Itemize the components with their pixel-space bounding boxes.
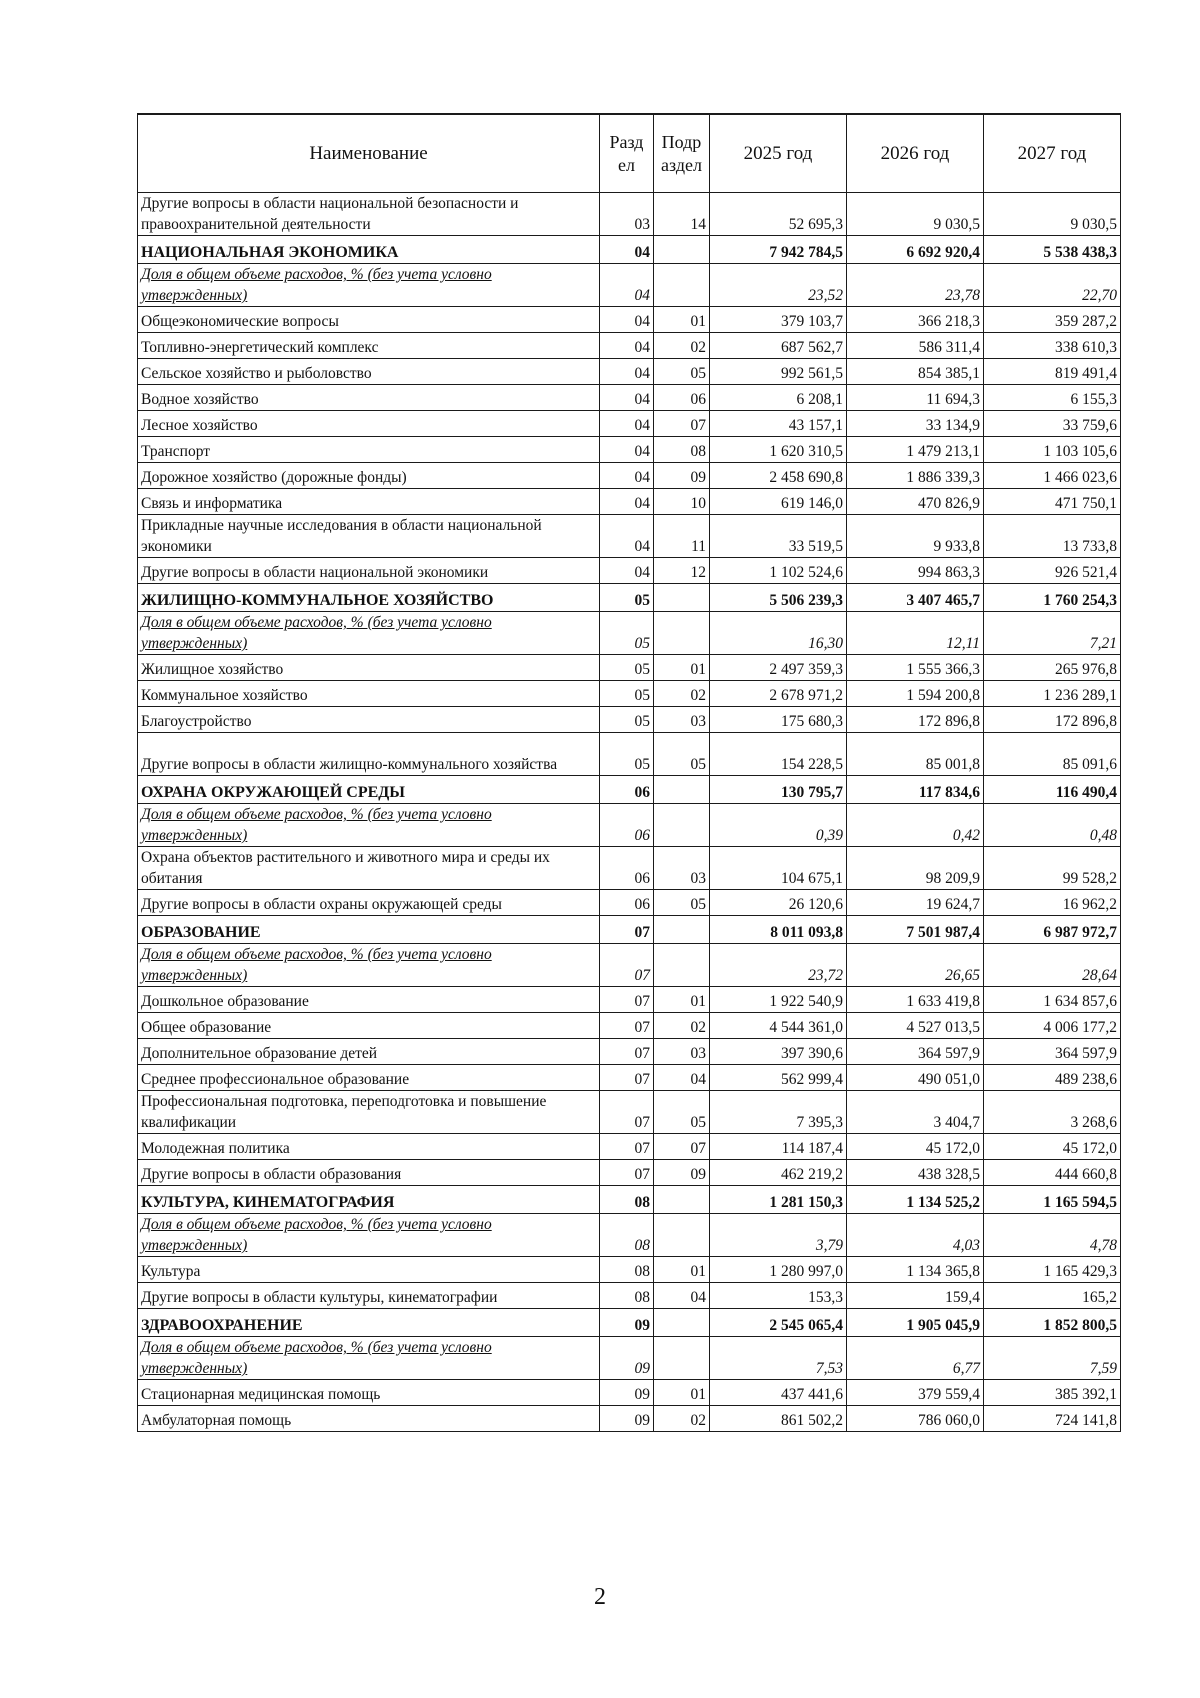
row-value-2025: 1 102 524,6 [710, 558, 847, 584]
row-value-2025: 687 562,7 [710, 333, 847, 359]
row-value-2025: 175 680,3 [710, 707, 847, 733]
row-value-2026: 1 134 525,2 [847, 1186, 984, 1214]
table-row [138, 1013, 1121, 1039]
row-value-2026: 4,03 [847, 1214, 984, 1257]
row-razdel: 07 [600, 1013, 654, 1039]
table-row [138, 333, 1121, 359]
table-row [138, 847, 1121, 890]
row-value-2025: 861 502,2 [710, 1406, 847, 1432]
row-value-2027: 0,48 [984, 804, 1121, 847]
row-value-2026: 1 905 045,9 [847, 1309, 984, 1337]
row-razdel: 07 [600, 1039, 654, 1065]
row-podrazdel: 08 [654, 437, 710, 463]
row-value-2027: 33 759,6 [984, 411, 1121, 437]
share-row [138, 264, 1121, 307]
row-value-2026: 1 633 419,8 [847, 987, 984, 1013]
row-value-2026: 1 594 200,8 [847, 681, 984, 707]
row-razdel: 06 [600, 776, 654, 804]
row-razdel: 04 [600, 437, 654, 463]
table-row [138, 987, 1121, 1013]
row-value-2027: 1 852 800,5 [984, 1309, 1121, 1337]
row-razdel: 08 [600, 1257, 654, 1283]
row-value-2027: 9 030,5 [984, 193, 1121, 236]
row-name: Общее образование [138, 1013, 600, 1039]
row-razdel: 07 [600, 1160, 654, 1186]
row-value-2027: 1 466 023,6 [984, 463, 1121, 489]
section-row [138, 916, 1121, 944]
row-value-2026: 9 933,8 [847, 515, 984, 558]
row-podrazdel: 09 [654, 463, 710, 489]
row-value-2025: 437 441,6 [710, 1380, 847, 1406]
row-value-2026: 11 694,3 [847, 385, 984, 411]
row-name: Доля в общем объеме расходов, % (без учета условно утвержденных) [138, 1337, 600, 1380]
row-value-2025: 26 120,6 [710, 890, 847, 916]
row-value-2026: 586 311,4 [847, 333, 984, 359]
row-value-2027: 489 238,6 [984, 1065, 1121, 1091]
row-podrazdel: 03 [654, 707, 710, 733]
row-razdel: 07 [600, 1065, 654, 1091]
row-value-2025: 114 187,4 [710, 1134, 847, 1160]
table-row [138, 707, 1121, 733]
row-name: Лесное хозяйство [138, 411, 600, 437]
row-value-2027: 85 091,6 [984, 733, 1121, 776]
row-razdel: 04 [600, 558, 654, 584]
row-value-2025: 619 146,0 [710, 489, 847, 515]
row-value-2026: 854 385,1 [847, 359, 984, 385]
row-value-2026: 45 172,0 [847, 1134, 984, 1160]
row-value-2025: 2 545 065,4 [710, 1309, 847, 1337]
row-value-2026: 19 624,7 [847, 890, 984, 916]
table-row [138, 1283, 1121, 1309]
table-row [138, 1257, 1121, 1283]
row-value-2027: 7,21 [984, 612, 1121, 655]
row-value-2025: 992 561,5 [710, 359, 847, 385]
row-value-2025: 0,39 [710, 804, 847, 847]
row-name: Стационарная медицинская помощь [138, 1380, 600, 1406]
row-name: Другие вопросы в области охраны окружающей среды [138, 890, 600, 916]
row-value-2025: 23,52 [710, 264, 847, 307]
row-value-2027: 3 268,6 [984, 1091, 1121, 1134]
row-value-2025: 397 390,6 [710, 1039, 847, 1065]
header-2027: 2027 год [984, 114, 1121, 193]
row-value-2025: 1 922 540,9 [710, 987, 847, 1013]
table-row [138, 385, 1121, 411]
row-razdel: 09 [600, 1337, 654, 1380]
table-row [138, 307, 1121, 333]
row-name: Водное хозяйство [138, 385, 600, 411]
row-value-2026: 172 896,8 [847, 707, 984, 733]
row-value-2027: 819 491,4 [984, 359, 1121, 385]
row-podrazdel: 11 [654, 515, 710, 558]
row-value-2026: 7 501 987,4 [847, 916, 984, 944]
header-2025: 2025 год [710, 114, 847, 193]
row-value-2027: 45 172,0 [984, 1134, 1121, 1160]
row-podrazdel: 02 [654, 333, 710, 359]
row-razdel: 08 [600, 1214, 654, 1257]
row-value-2026: 117 834,6 [847, 776, 984, 804]
row-razdel: 08 [600, 1186, 654, 1214]
table-row [138, 463, 1121, 489]
section-row [138, 584, 1121, 612]
row-value-2026: 1 886 339,3 [847, 463, 984, 489]
section-row [138, 236, 1121, 264]
row-name: ОХРАНА ОКРУЖАЮЩЕЙ СРЕДЫ [138, 776, 600, 804]
row-podrazdel: 05 [654, 359, 710, 385]
row-podrazdel: 05 [654, 733, 710, 776]
row-name: Доля в общем объеме расходов, % (без учета условно утвержденных) [138, 612, 600, 655]
budget-table [137, 113, 1121, 1432]
row-value-2025: 52 695,3 [710, 193, 847, 236]
table-row [138, 437, 1121, 463]
row-razdel: 07 [600, 1091, 654, 1134]
row-value-2025: 5 506 239,3 [710, 584, 847, 612]
row-razdel: 05 [600, 681, 654, 707]
section-row [138, 1309, 1121, 1337]
row-razdel: 07 [600, 916, 654, 944]
row-podrazdel [654, 776, 710, 804]
row-value-2025: 4 544 361,0 [710, 1013, 847, 1039]
section-row [138, 1186, 1121, 1214]
row-razdel: 05 [600, 733, 654, 776]
row-podrazdel [654, 612, 710, 655]
table-row [138, 655, 1121, 681]
row-value-2026: 33 134,9 [847, 411, 984, 437]
row-razdel: 06 [600, 804, 654, 847]
table-header-row [138, 114, 1121, 193]
row-value-2027: 4,78 [984, 1214, 1121, 1257]
row-name: Молодежная политика [138, 1134, 600, 1160]
row-razdel: 06 [600, 890, 654, 916]
row-podrazdel: 05 [654, 1091, 710, 1134]
row-value-2027: 724 141,8 [984, 1406, 1121, 1432]
row-value-2026: 470 826,9 [847, 489, 984, 515]
row-value-2027: 1 103 105,6 [984, 437, 1121, 463]
row-name: Амбулаторная помощь [138, 1406, 600, 1432]
row-razdel: 05 [600, 584, 654, 612]
row-podrazdel: 10 [654, 489, 710, 515]
row-value-2025: 104 675,1 [710, 847, 847, 890]
row-value-2026: 1 134 365,8 [847, 1257, 984, 1283]
row-value-2025: 7 942 784,5 [710, 236, 847, 264]
row-name: Другие вопросы в области культуры, кинематографии [138, 1283, 600, 1309]
share-row [138, 944, 1121, 987]
table-row [138, 681, 1121, 707]
row-name: Прикладные научные исследования в области национальной экономики [138, 515, 600, 558]
row-value-2025: 3,79 [710, 1214, 847, 1257]
row-podrazdel: 12 [654, 558, 710, 584]
row-razdel: 04 [600, 307, 654, 333]
row-podrazdel: 01 [654, 307, 710, 333]
row-value-2025: 2 458 690,8 [710, 463, 847, 489]
row-podrazdel [654, 1186, 710, 1214]
row-razdel: 04 [600, 489, 654, 515]
row-name: ЗДРАВООХРАНЕНИЕ [138, 1309, 600, 1337]
row-value-2027: 13 733,8 [984, 515, 1121, 558]
row-podrazdel: 01 [654, 655, 710, 681]
row-podrazdel [654, 944, 710, 987]
row-podrazdel: 01 [654, 1257, 710, 1283]
row-value-2027: 926 521,4 [984, 558, 1121, 584]
row-value-2026: 23,78 [847, 264, 984, 307]
row-name: Доля в общем объеме расходов, % (без учета условно утвержденных) [138, 264, 600, 307]
row-value-2027: 16 962,2 [984, 890, 1121, 916]
row-value-2027: 4 006 177,2 [984, 1013, 1121, 1039]
row-value-2025: 2 678 971,2 [710, 681, 847, 707]
row-value-2026: 438 328,5 [847, 1160, 984, 1186]
row-value-2027: 265 976,8 [984, 655, 1121, 681]
row-value-2027: 172 896,8 [984, 707, 1121, 733]
row-podrazdel: 04 [654, 1065, 710, 1091]
row-razdel: 04 [600, 359, 654, 385]
row-value-2026: 379 559,4 [847, 1380, 984, 1406]
row-name: Сельское хозяйство и рыболовство [138, 359, 600, 385]
row-razdel: 07 [600, 987, 654, 1013]
table-row [138, 1091, 1121, 1134]
row-value-2026: 6,77 [847, 1337, 984, 1380]
table-row [138, 411, 1121, 437]
row-value-2027: 1 760 254,3 [984, 584, 1121, 612]
table-row [138, 1380, 1121, 1406]
row-value-2026: 490 051,0 [847, 1065, 984, 1091]
row-name: Дополнительное образование детей [138, 1039, 600, 1065]
share-row [138, 612, 1121, 655]
header-podrazdel: Подр аздел [654, 114, 710, 193]
row-name: Транспорт [138, 437, 600, 463]
row-razdel: 07 [600, 1134, 654, 1160]
header-2026: 2026 год [847, 114, 984, 193]
row-podrazdel [654, 804, 710, 847]
row-value-2026: 6 692 920,4 [847, 236, 984, 264]
row-razdel: 04 [600, 385, 654, 411]
table-row [138, 1065, 1121, 1091]
row-value-2027: 99 528,2 [984, 847, 1121, 890]
row-razdel: 05 [600, 612, 654, 655]
row-name: Топливно-энергетический комплекс [138, 333, 600, 359]
share-row [138, 804, 1121, 847]
row-name: ЖИЛИЩНО-КОММУНАЛЬНОЕ ХОЗЯЙСТВО [138, 584, 600, 612]
row-name: Другие вопросы в области национальной экономики [138, 558, 600, 584]
row-value-2026: 1 479 213,1 [847, 437, 984, 463]
row-name: Доля в общем объеме расходов, % (без учета условно утвержденных) [138, 804, 600, 847]
row-podrazdel: 07 [654, 1134, 710, 1160]
row-value-2026: 4 527 013,5 [847, 1013, 984, 1039]
row-podrazdel: 09 [654, 1160, 710, 1186]
row-value-2026: 786 060,0 [847, 1406, 984, 1432]
row-value-2025: 154 228,5 [710, 733, 847, 776]
row-value-2026: 9 030,5 [847, 193, 984, 236]
row-value-2027: 364 597,9 [984, 1039, 1121, 1065]
row-value-2025: 23,72 [710, 944, 847, 987]
header-name: Наименование [138, 114, 600, 193]
row-razdel: 09 [600, 1406, 654, 1432]
row-value-2026: 0,42 [847, 804, 984, 847]
row-podrazdel: 02 [654, 1406, 710, 1432]
row-podrazdel: 03 [654, 1039, 710, 1065]
row-value-2025: 379 103,7 [710, 307, 847, 333]
row-value-2027: 7,59 [984, 1337, 1121, 1380]
row-razdel: 09 [600, 1380, 654, 1406]
row-name: Коммунальное хозяйство [138, 681, 600, 707]
row-razdel: 04 [600, 515, 654, 558]
table-row [138, 558, 1121, 584]
table-row [138, 359, 1121, 385]
row-value-2027: 1 165 594,5 [984, 1186, 1121, 1214]
row-podrazdel: 14 [654, 193, 710, 236]
row-razdel: 08 [600, 1283, 654, 1309]
row-name: ОБРАЗОВАНИЕ [138, 916, 600, 944]
row-razdel: 03 [600, 193, 654, 236]
table-row [138, 1039, 1121, 1065]
row-value-2025: 1 620 310,5 [710, 437, 847, 463]
row-podrazdel: 02 [654, 681, 710, 707]
row-razdel: 06 [600, 847, 654, 890]
section-row [138, 776, 1121, 804]
row-podrazdel: 06 [654, 385, 710, 411]
table-row [138, 1134, 1121, 1160]
row-name: Другие вопросы в области национальной безопасности и правоохранительной деятельности [138, 193, 600, 236]
row-value-2027: 6 987 972,7 [984, 916, 1121, 944]
row-value-2027: 116 490,4 [984, 776, 1121, 804]
row-name: Доля в общем объеме расходов, % (без учета условно утвержденных) [138, 944, 600, 987]
row-value-2025: 7 395,3 [710, 1091, 847, 1134]
row-value-2026: 159,4 [847, 1283, 984, 1309]
row-razdel: 07 [600, 944, 654, 987]
row-podrazdel: 04 [654, 1283, 710, 1309]
table-row [138, 1160, 1121, 1186]
row-value-2025: 16,30 [710, 612, 847, 655]
row-podrazdel [654, 916, 710, 944]
row-value-2027: 385 392,1 [984, 1380, 1121, 1406]
row-value-2027: 165,2 [984, 1283, 1121, 1309]
row-value-2025: 153,3 [710, 1283, 847, 1309]
row-value-2027: 1 236 289,1 [984, 681, 1121, 707]
row-podrazdel [654, 1214, 710, 1257]
row-podrazdel: 01 [654, 987, 710, 1013]
table-row [138, 193, 1121, 236]
row-razdel: 04 [600, 333, 654, 359]
table-row [138, 1406, 1121, 1432]
row-value-2027: 359 287,2 [984, 307, 1121, 333]
row-value-2025: 33 519,5 [710, 515, 847, 558]
row-value-2025: 43 157,1 [710, 411, 847, 437]
row-name: Культура [138, 1257, 600, 1283]
row-razdel: 04 [600, 264, 654, 307]
row-podrazdel [654, 1337, 710, 1380]
row-podrazdel: 01 [654, 1380, 710, 1406]
row-value-2026: 1 555 366,3 [847, 655, 984, 681]
row-value-2026: 98 209,9 [847, 847, 984, 890]
table-row [138, 489, 1121, 515]
row-value-2025: 6 208,1 [710, 385, 847, 411]
row-value-2027: 6 155,3 [984, 385, 1121, 411]
row-value-2027: 444 660,8 [984, 1160, 1121, 1186]
row-value-2026: 366 218,3 [847, 307, 984, 333]
table-row [138, 733, 1121, 776]
row-name: Охрана объектов растительного и животного мира и среды их обитания [138, 847, 600, 890]
share-row [138, 1214, 1121, 1257]
row-name: Профессиональная подготовка, переподготовка и повышение квалификации [138, 1091, 600, 1134]
page-number: 2 [594, 1584, 606, 1610]
row-razdel: 04 [600, 463, 654, 489]
row-value-2025: 7,53 [710, 1337, 847, 1380]
row-podrazdel [654, 1309, 710, 1337]
row-name: Связь и информатика [138, 489, 600, 515]
row-value-2027: 338 610,3 [984, 333, 1121, 359]
row-name: Общеэкономические вопросы [138, 307, 600, 333]
row-value-2025: 462 219,2 [710, 1160, 847, 1186]
row-value-2026: 3 407 465,7 [847, 584, 984, 612]
row-name: Благоустройство [138, 707, 600, 733]
row-value-2027: 1 634 857,6 [984, 987, 1121, 1013]
row-value-2025: 562 999,4 [710, 1065, 847, 1091]
row-value-2027: 5 538 438,3 [984, 236, 1121, 264]
row-value-2027: 1 165 429,3 [984, 1257, 1121, 1283]
row-value-2026: 12,11 [847, 612, 984, 655]
row-podrazdel: 03 [654, 847, 710, 890]
row-value-2025: 1 281 150,3 [710, 1186, 847, 1214]
row-value-2025: 8 011 093,8 [710, 916, 847, 944]
row-podrazdel: 02 [654, 1013, 710, 1039]
row-podrazdel: 05 [654, 890, 710, 916]
row-razdel: 09 [600, 1309, 654, 1337]
row-podrazdel [654, 584, 710, 612]
row-razdel: 04 [600, 411, 654, 437]
row-podrazdel: 07 [654, 411, 710, 437]
row-value-2027: 22,70 [984, 264, 1121, 307]
row-name: Другие вопросы в области образования [138, 1160, 600, 1186]
row-podrazdel [654, 264, 710, 307]
row-value-2025: 2 497 359,3 [710, 655, 847, 681]
table-row [138, 515, 1121, 558]
row-name: Среднее профессиональное образование [138, 1065, 600, 1091]
row-value-2026: 364 597,9 [847, 1039, 984, 1065]
row-name: Дорожное хозяйство (дорожные фонды) [138, 463, 600, 489]
row-razdel: 04 [600, 236, 654, 264]
share-row [138, 1337, 1121, 1380]
row-value-2026: 26,65 [847, 944, 984, 987]
row-name: Дошкольное образование [138, 987, 600, 1013]
row-razdel: 05 [600, 655, 654, 681]
row-value-2025: 1 280 997,0 [710, 1257, 847, 1283]
header-razdel: Разд ел [600, 114, 654, 193]
row-name: НАЦИОНАЛЬНАЯ ЭКОНОМИКА [138, 236, 600, 264]
row-value-2026: 85 001,8 [847, 733, 984, 776]
row-podrazdel [654, 236, 710, 264]
table-row [138, 890, 1121, 916]
row-name: Жилищное хозяйство [138, 655, 600, 681]
row-value-2026: 994 863,3 [847, 558, 984, 584]
row-value-2027: 28,64 [984, 944, 1121, 987]
row-name: Другие вопросы в области жилищно-коммунального хозяйства [138, 733, 600, 776]
row-name: КУЛЬТУРА, КИНЕМАТОГРАФИЯ [138, 1186, 600, 1214]
row-value-2025: 130 795,7 [710, 776, 847, 804]
row-value-2026: 3 404,7 [847, 1091, 984, 1134]
row-name: Доля в общем объеме расходов, % (без учета условно утвержденных) [138, 1214, 600, 1257]
row-razdel: 05 [600, 707, 654, 733]
row-value-2027: 471 750,1 [984, 489, 1121, 515]
